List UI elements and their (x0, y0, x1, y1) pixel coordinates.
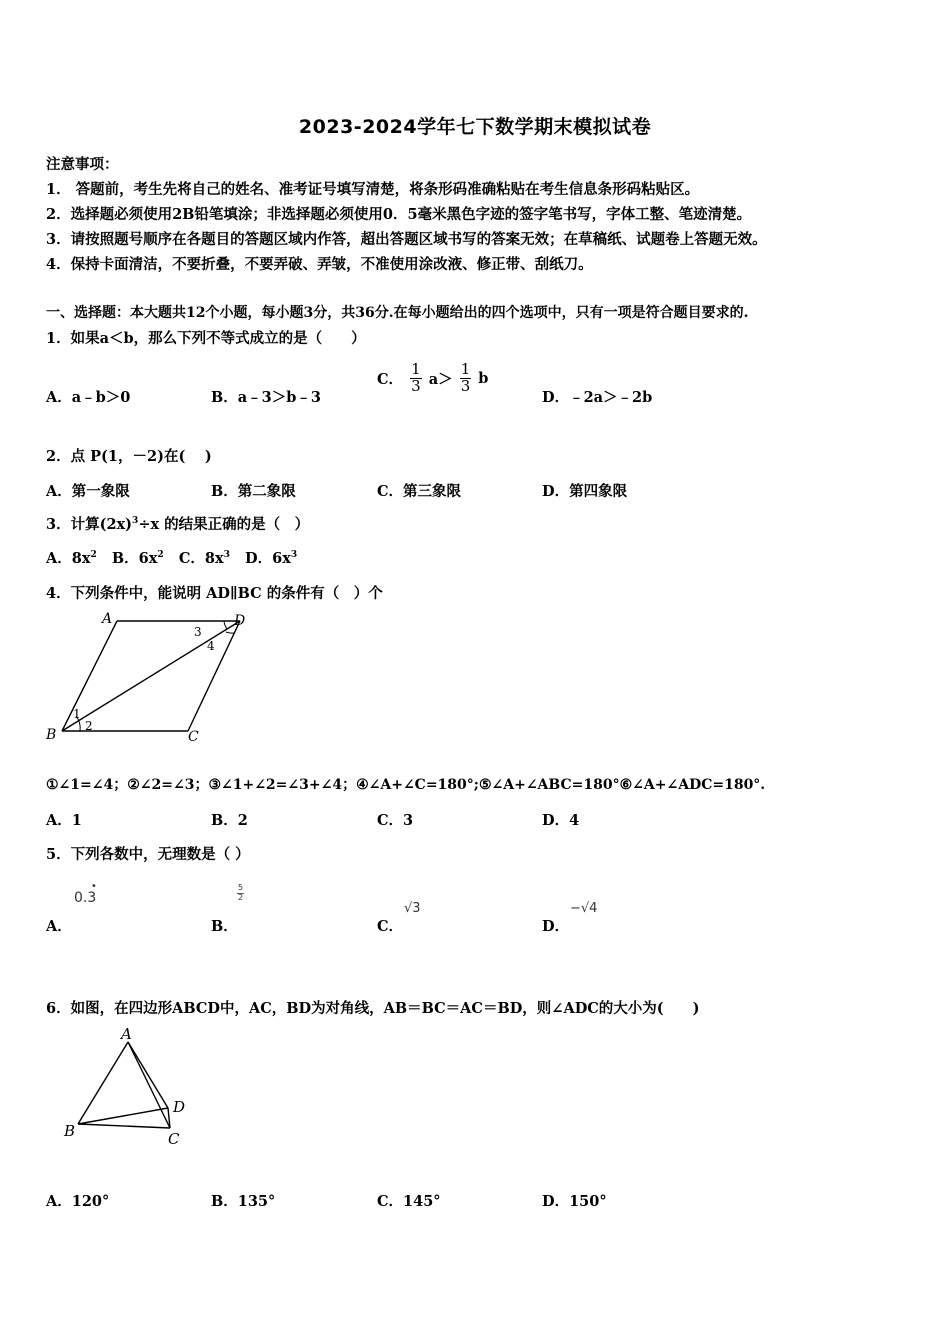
q4-option-b: B．2 (211, 812, 248, 829)
q1-option-d: D．﹣2a＞﹣2b (542, 389, 653, 406)
q3-option-a-text: A．8x (46, 550, 91, 567)
exponent: 3 (290, 550, 298, 561)
q3-option-b (112, 550, 164, 567)
q5-option-b: B． (211, 918, 238, 935)
repeating-dot-icon: • (91, 881, 97, 892)
segment-bd (78, 1108, 168, 1124)
angle-label-2: 2 (85, 719, 93, 733)
q6-option-c: C．145° (377, 1193, 441, 1210)
fraction-numerator: 1 (411, 360, 421, 378)
q4-option-d: D．4 (542, 812, 580, 829)
q1-fraction-left (410, 362, 422, 395)
q1-option-a: A．a﹣b＞0 (46, 389, 131, 406)
q3-option-a (46, 550, 97, 567)
fraction-numerator: 5 (238, 883, 244, 892)
notice-item-4: 4．保持卡面清洁，不要折叠，不要弄破、弄皱，不准使用涂改液、修正带、刮纸刀。 (46, 256, 593, 273)
notice-item-2: 2．选择题必须使用2B铅笔填涂；非选择题必须使用0．5毫米黑色字迹的签字笔书写，字体工整、笔迹清楚。 (46, 206, 752, 223)
q2-option-a: A．第一象限 (46, 483, 130, 500)
q5-option-d-value: −√4 (570, 901, 598, 916)
q1-option-c-prefix: C． (377, 370, 404, 388)
vertex-label-c: C (188, 729, 199, 745)
q3-option-c (179, 550, 230, 567)
exponent: 3 (223, 550, 230, 561)
segment-ac (128, 1042, 170, 1128)
notice-heading: 注意事项： (46, 156, 119, 173)
q1-stem: 1．如果a＜b，那么下列不等式成立的是（ ） (46, 330, 366, 347)
q4-conditions: ①∠1=∠4；②∠2=∠3；③∠1+∠2=∠3+∠4；④∠A+∠C=180°;⑤∠A+∠ABC=180°⑥∠A+∠ADC=180°. (46, 777, 766, 793)
q3-exponent: 3 (132, 516, 139, 527)
repeating-decimal: 0.3 (74, 890, 97, 906)
angle-label-3: 3 (194, 625, 202, 639)
q5-option-c-value: √3 (404, 901, 421, 916)
q1-fraction-right (460, 362, 472, 395)
q1-option-c (377, 362, 488, 395)
q6-stem: 6．如图，在四边形ABCD中，AC，BD为对角线，AB＝BC＝AC＝BD，则∠ADC的大小为( ) (46, 1000, 700, 1017)
q1-option-c-end: b (478, 369, 489, 387)
vertex-label-d: D (173, 1098, 186, 1116)
q3-option-d (245, 550, 297, 567)
section-heading: 一、选择题：本大题共12个小题，每小题3分，共36分.在每小题给出的四个选项中，只有一项是符合题目要求的. (46, 305, 749, 321)
q5-option-b-fraction (237, 884, 244, 903)
q1-option-c-mid: a＞ (428, 370, 453, 388)
vertex-label-b: B (64, 1122, 76, 1140)
fraction-numerator: 1 (460, 360, 471, 378)
q3-option-c-text: C．8x (178, 550, 224, 567)
q5-option-c: C． (377, 918, 404, 935)
angle-label-1: 1 (73, 707, 81, 721)
fraction-denominator: 3 (460, 376, 471, 395)
q2-option-c: C．第三象限 (377, 483, 462, 500)
q3-option-d-text: D．6x (245, 550, 291, 567)
q4-stem: 4．下列条件中，能说明 AD∥BC 的条件有（ ）个 (46, 585, 383, 602)
segment-ab (78, 1042, 128, 1124)
notice-item-1: 1． 答题前，考生先将自己的姓名、准考证号填写清楚，将条形码准确粘贴在考生信息条形码粘贴区。 (46, 181, 700, 198)
angle-arc-4 (226, 632, 234, 633)
exponent: 2 (90, 550, 97, 561)
q3-option-b-text: B．6x (111, 550, 158, 567)
q4-option-c: C．3 (377, 812, 414, 829)
q2-option-d: D．第四象限 (542, 483, 628, 500)
q1-option-b: B．a﹣3＞b﹣3 (211, 389, 321, 406)
vertex-label-d: D (234, 613, 246, 629)
vertex-label-c: C (168, 1130, 180, 1148)
segment-bc (78, 1124, 170, 1128)
q6-option-b: B．135° (211, 1193, 276, 1210)
q6-quadrilateral-figure (56, 1024, 206, 1154)
q3-options (46, 547, 297, 568)
vertex-label-a: A (121, 1025, 132, 1043)
vertex-label-b: B (46, 727, 57, 743)
fraction-denominator: 2 (238, 892, 244, 902)
angle-label-4: 4 (207, 639, 215, 653)
notice-item-3: 3．请按照题号顺序在各题目的答题区域内作答，超出答题区域书写的答案无效；在草稿纸、试题卷上答题无效。 (46, 231, 767, 248)
exam-title: 2023-2024学年七下数学期末模拟试卷 (298, 116, 652, 138)
q2-option-b: B．第二象限 (211, 483, 296, 500)
q3-stem-post: ÷x 的结果正确的是（ ） (138, 516, 310, 533)
q3-stem-pre: 3．计算(2x) (46, 516, 133, 533)
q6-option-d: D．150° (542, 1193, 607, 1210)
segment-ad (128, 1042, 168, 1108)
angle-arc-3 (224, 621, 227, 629)
exponent: 2 (157, 550, 164, 561)
fraction-denominator: 3 (411, 376, 421, 395)
q3-stem (46, 513, 309, 534)
q2-stem: 2．点 P(1，－2)在( ) (46, 448, 212, 465)
q4-parallelogram-figure (40, 606, 260, 746)
q5-stem: 5．下列各数中，无理数是（ ） (46, 846, 250, 863)
q5-option-a: A． (46, 918, 72, 935)
q6-option-a: A．120° (46, 1193, 110, 1210)
vertex-label-a: A (102, 611, 113, 627)
q5-option-a-value (74, 881, 97, 906)
q5-option-d: D． (542, 918, 570, 935)
q4-option-a: A．1 (46, 812, 82, 829)
